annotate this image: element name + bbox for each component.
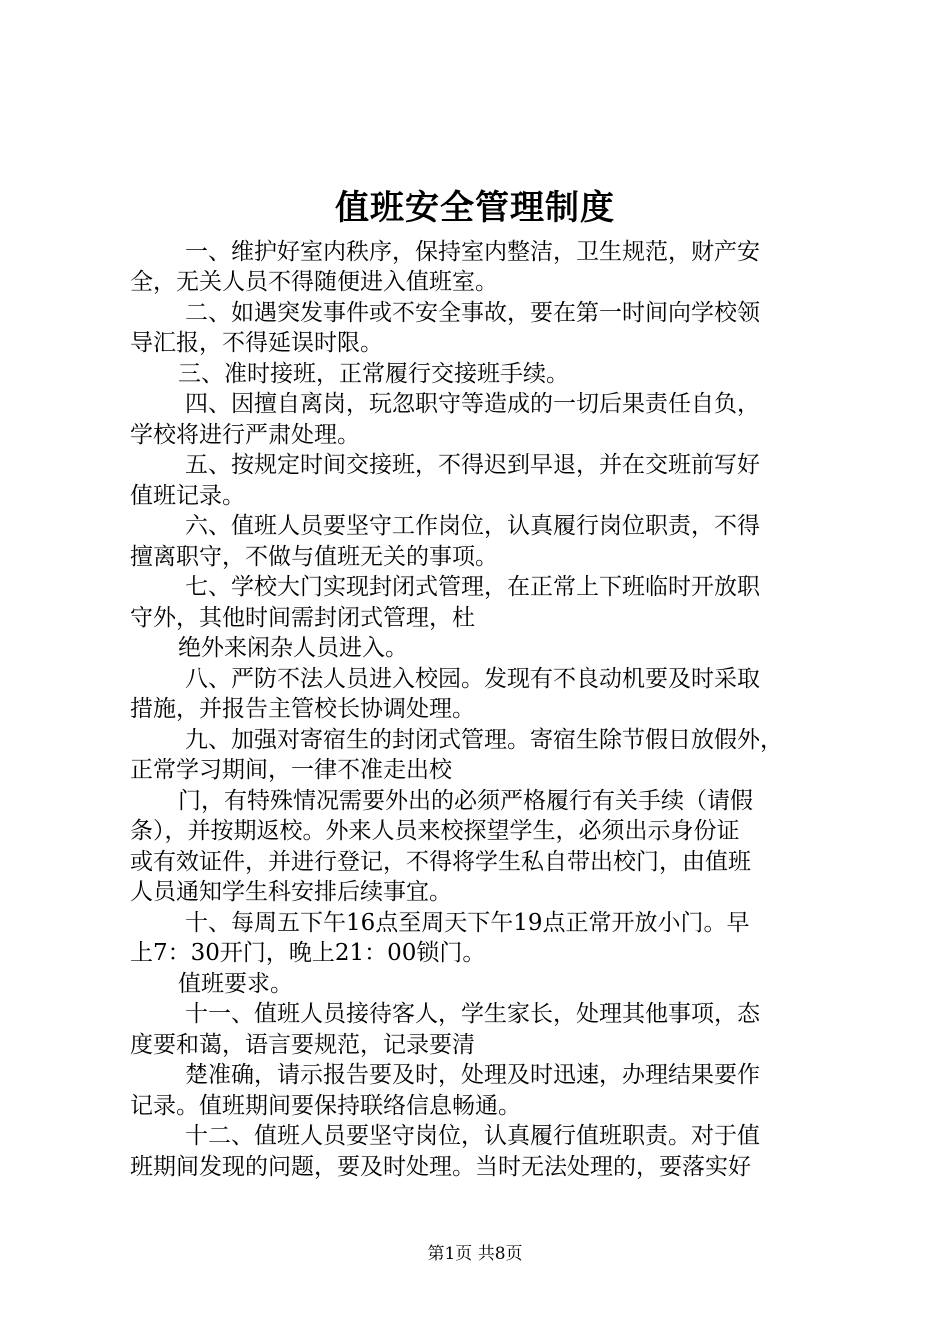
text-line: 全，无关人员不得随便进入值班室。 [130,269,498,295]
text-line: 七、学校大门实现封闭式管理，在正常上下班临时开放职 [185,574,760,600]
text-line: 守外，其他时间需封闭式管理，杜 [130,605,475,631]
text-line: 四、因擅自离岗，玩忽职守等造成的一切后果责任自负， [185,391,760,417]
text-line: 度要和蔼，语言要规范，记录要清 [130,1032,475,1058]
text-line: 六、值班人员要坚守工作岗位，认真履行岗位职责，不得 [185,513,760,539]
text-line: 三、准时接班，正常履行交接班手续。 [178,361,569,387]
text-line: 人员通知学生科安排后续事宜。 [130,879,452,905]
text-line: 八、严防不法人员进入校园。发现有不良动机要及时采取 [185,666,760,692]
text-line: 擅离职守，不做与值班无关的事项。 [130,544,498,570]
text-line: 十、每周五下午16点至周天下午19点正常开放小门。早 [185,910,750,936]
text-line: 一、维护好室内秩序，保持室内整洁，卫生规范，财产安 [185,239,760,265]
document-title: 值班安全管理制度 [335,188,615,228]
text-line: 门，有特殊情况需要外出的必须严格履行有关手续（请假 [178,788,753,814]
text-line: 绝外来闲杂人员进入。 [178,635,408,661]
text-line: 学校将进行严肃处理。 [130,422,360,448]
text-line: 二、如遇突发事件或不安全事故，要在第一时间向学校领 [185,300,760,326]
text-line: 楚准确，请示报告要及时，处理及时迅速，办理结果要作 [185,1062,760,1088]
text-line: 措施，并报告主管校长协调处理。 [130,696,475,722]
text-line: 值班记录。 [130,483,245,509]
text-line: 十一、值班人员接待客人，学生家长，处理其他事项，态 [185,1001,760,1027]
text-line: 五、按规定时间交接班，不得迟到早退，并在交班前写好 [185,452,760,478]
text-line: 或有效证件，并进行登记，不得将学生私自带出校门，由值班 [130,849,751,875]
text-line: 导汇报，不得延误时限。 [130,330,383,356]
text-line: 正常学习期间，一律不准走出校 [130,757,452,783]
page-number-footer: 第1页 共8页 [427,1244,523,1264]
text-line: 班期间发现的问题，要及时处理。当时无法处理的，要落实好 [130,1154,751,1180]
text-line: 值班要求。 [178,971,293,997]
text-line: 条），并按期返校。外来人员来校探望学生，必须出示身份证 [130,818,740,844]
text-line: 十二、值班人员要坚守岗位，认真履行值班职责。对于值 [185,1123,760,1149]
text-line: 记录。值班期间要保持联络信息畅通。 [130,1093,521,1119]
text-line: 上7：30开门，晚上21：00锁门。 [130,940,486,966]
text-line: 九、加强对寄宿生的封闭式管理。寄宿生除节假日放假外， [185,727,783,753]
